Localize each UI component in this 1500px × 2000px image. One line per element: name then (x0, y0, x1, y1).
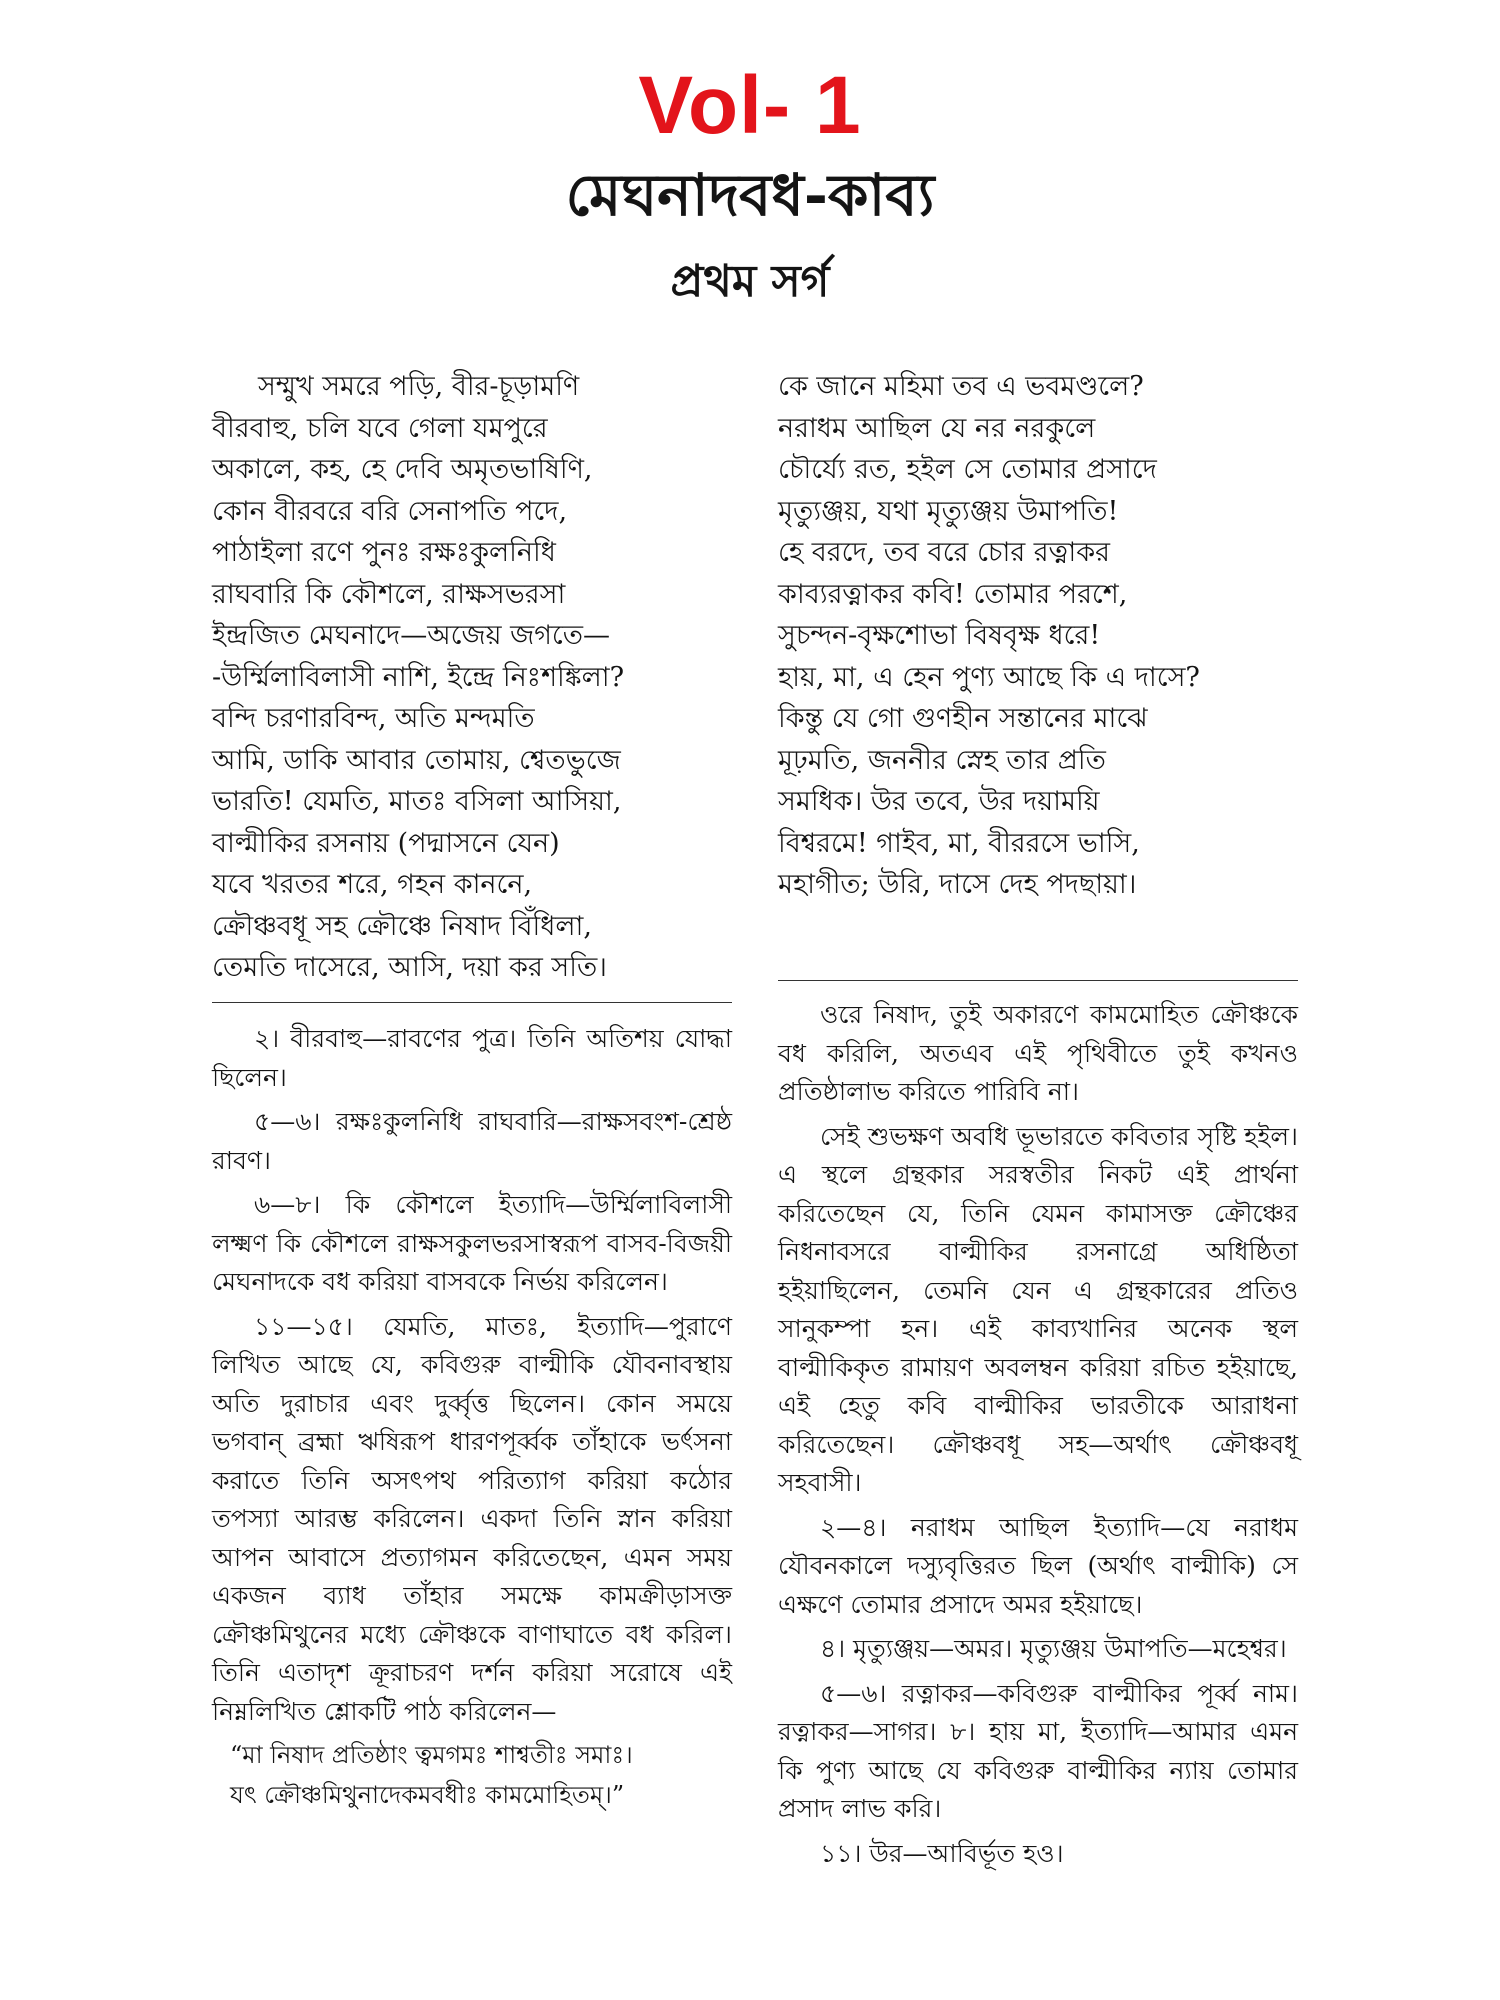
poem-line: পাঠাইলা রণে পুনঃ রক্ষঃকুলনিধি (212, 537, 556, 568)
book-title: মেঘনাদবধ-কাব্য (565, 161, 935, 229)
poem-line: সুচন্দন-বৃক্ষশোভা বিষবৃক্ষ ধরে! (778, 620, 1101, 651)
poem-line: ইন্দ্রজিত মেঘনাদে—অজেয় জগতে— (212, 620, 611, 651)
footnotes-left (212, 1020, 732, 1813)
poem-right-column (778, 366, 1298, 906)
poem-line: তেমতি দাসেরে, আসি, দয়া কর সতি। (212, 952, 607, 983)
footnote: ২। বীরবাহু—রাবণের পুত্র। তিনি অতিশয় যোদ্ধা ছিলেন। (212, 1024, 732, 1092)
footnotes-right (778, 996, 1298, 1879)
footnote: ওরে নিষাদ, তুই অকারণে কামমোহিত ক্রৌঞ্চকে বধ করিলি, অতএব এই পৃথিবীতে তুই কখনও প্রতিষ্ঠালাভ করিতে পারিবি না। (778, 1000, 1298, 1106)
poem-line: হে বরদে, তব বরে চোর রত্নাকর (778, 537, 1110, 568)
poem-line: হায়, মা, এ হেন পুণ্য আছে কি এ দাসে? (778, 661, 1200, 693)
poem-line: কিন্তু যে গো গুণহীন সন্তানের মাঝে (778, 703, 1148, 734)
footnote: ২—৪। নরাধম আছিল ইত্যাদি—যে নরাধম যৌবনকালে দস্যুবৃত্তিরত ছিল (অর্থাৎ বাল্মীকি) সে এক্ষণে তোমার প্রসাদে অমর হইয়াছে। (778, 1512, 1298, 1619)
poem-line: ক্রৌঞ্চবধূ সহ ক্রৌঞ্চে নিষাদ বিঁধিলা, (212, 910, 592, 942)
poem-line: সমধিক। উর তবে, উর দয়াময়ি (778, 786, 1100, 817)
poem-line: অকালে, কহ, হে দেবি অমৃতভাষিণি, (212, 454, 593, 485)
sanskrit-verse-line: “মা নিষাদ প্রতিষ্ঠাং ত্বমগমঃ শাশ্বতীঃ সমাঃ। (230, 1741, 633, 1769)
footnote: সেই শুভক্ষণ অবধি ভূভারতে কবিতার সৃষ্টি হইল। এ স্থলে গ্রন্থকার সরস্বতীর নিকট এই প্রার্থনা করিতেছেন যে, তিনি যেমন কামাসক্ত ক্রৌঞ্চের নিধনাবসরে বাল্মীকির রসনাগ্রে অধিষ্ঠিতা হইয়াছিলেন, তেমনি যেন এ গ্রন্থকারের প্রতিও সানুকম্পা হন। এই কাব্যখানির অনেক স্থল বাল্মীকিকৃত রামায়ণ অবলম্বন করিয়া রচিত হইয়াছে, এই হেতু কবি বাল্মীকির ভারতীকে আরাধনা করিতেছেন। ক্রৌঞ্চবধূ সহ—অর্থাৎ ক্রৌঞ্চবধূ সহবাসী। (778, 1121, 1298, 1497)
poem-line: বাল্মীকির রসনায় (পদ্মাসনে যেন) (212, 827, 560, 859)
footnote: ৫—৬। রক্ষঃকুলনিধি রাঘবারি—রাক্ষসবংশ-শ্রেষ্ঠ রাবণ। (212, 1107, 732, 1175)
footnote-divider-right (778, 980, 1298, 981)
poem-line: যবে খরতর শরে, গহন কাননে, (212, 869, 533, 900)
poem-line: -উর্ম্মিলাবিলাসী নাশি, ইন্দ্রে নিঃশঙ্কিলা? (212, 661, 625, 693)
poem-line: মহাগীত; উরি, দাসে দেহ পদছায়া। (778, 869, 1137, 900)
poem-line: বিশ্বরমে! গাইব, মা, বীররসে ভাসি, (778, 827, 1140, 859)
poem-line: আমি, ডাকি আবার তোমায়, শ্বেতভুজে (212, 744, 621, 776)
poem-line: কাব্যরত্নাকর কবি! তোমার পরশে, (778, 578, 1128, 610)
poem-line: বীরবাহু, চলি যবে গেলা যমপুরে (212, 412, 548, 444)
poem-line: রাঘবারি কি কৌশলে, রাক্ষসভরসা (212, 578, 566, 610)
volume-label: Vol- 1 (638, 60, 862, 151)
poem-line: চৌর্য্যে রত, হইল সে তোমার প্রসাদে (778, 454, 1157, 485)
footnote: ৫—৬। রত্নাকর—কবিগুরু বাল্মীকির পূর্ব্ব নাম। রত্নাকর—সাগর। ৮। হায় মা, ইত্যাদি—আমার এমন কি পুণ্য আছে যে কবিগুরু বাল্মীকির ন্যায় তোমার প্রসাদ লাভ করি। (778, 1678, 1298, 1823)
sanskrit-verse-line: যৎ ক্রৌঞ্চমিথুনাদেকমবধীঃ কামমোহিতম্।” (230, 1781, 625, 1809)
poem-line: কোন বীরবরে বরি সেনাপতি পদে, (212, 495, 568, 527)
poem-line: বন্দি চরণারবিন্দ, অতি মন্দমতি (212, 703, 535, 734)
poem-left-column (212, 366, 732, 989)
footnote-divider-left (212, 1002, 732, 1003)
footnote: ১১—১৫। যেমতি, মাতঃ, ইত্যাদি—পুরাণে লিখিত আছে যে, কবিগুরু বাল্মীকি যৌবনাবস্থায় অতি দুরাচার এবং দুর্ব্বৃত্ত ছিলেন। কোন সময়ে ভগবান্ ব্রহ্মা ঋষিরূপ ধারণপূর্ব্বক তাঁহাকে ভর্ৎসনা করাতে তিনি অসৎপথ পরিত্যাগ করিয়া কঠোর তপস্যা আরম্ভ করিলেন। একদা তিনি স্নান করিয়া আপন আবাসে প্রত্যাগমন করিতেছেন, এমন সময় একজন ব্যাধ তাঁহার সমক্ষে কামক্রীড়াসক্ত ক্রৌঞ্চমিথুনের মধ্যে ক্রৌঞ্চকে বাণাঘাতে বধ করিল। তিনি এতাদৃশ ক্রূরাচরণ দর্শন করিয়া সরোষে এই নিম্নলিখিত শ্লোকটি পাঠ করিলেন— (212, 1311, 732, 1726)
poem-line: কে জানে মহিমা তব এ ভবমণ্ডলে? (778, 371, 1144, 402)
poem-line: নরাধম আছিল যে নর নরকুলে (778, 412, 1096, 444)
footnote: ১১। উর—আবির্ভূত হও। (820, 1838, 1064, 1868)
poem-line: সম্মুখ সমরে পড়ি, বীর-চূড়ামণি (258, 371, 580, 402)
canto-title: প্রথম সর্গ (670, 256, 830, 307)
poem-line: ভারতি! যেমতি, মাতঃ বসিলা আসিয়া, (212, 786, 622, 817)
footnote: ৪। মৃত্যুঞ্জয়—অমর। মৃত্যুঞ্জয় উমাপতি—মহেশ্বর। (820, 1634, 1287, 1663)
poem-line: মৃত্যুঞ্জয়, যথা মৃত্যুঞ্জয় উমাপতি! (778, 495, 1119, 527)
poem-line: মূঢ়মতি, জননীর স্নেহ তার প্রতি (778, 744, 1106, 776)
footnote: ৬—৮। কি কৌশলে ইত্যাদি—উর্ম্মিলাবিলাসী লক্ষ্মণ কি কৌশলে রাক্ষসকুলভরসাস্বরূপ বাসব-বিজয়ী মেঘনাদকে বধ করিয়া বাসবকে নির্ভয় করিলেন। (212, 1190, 732, 1296)
